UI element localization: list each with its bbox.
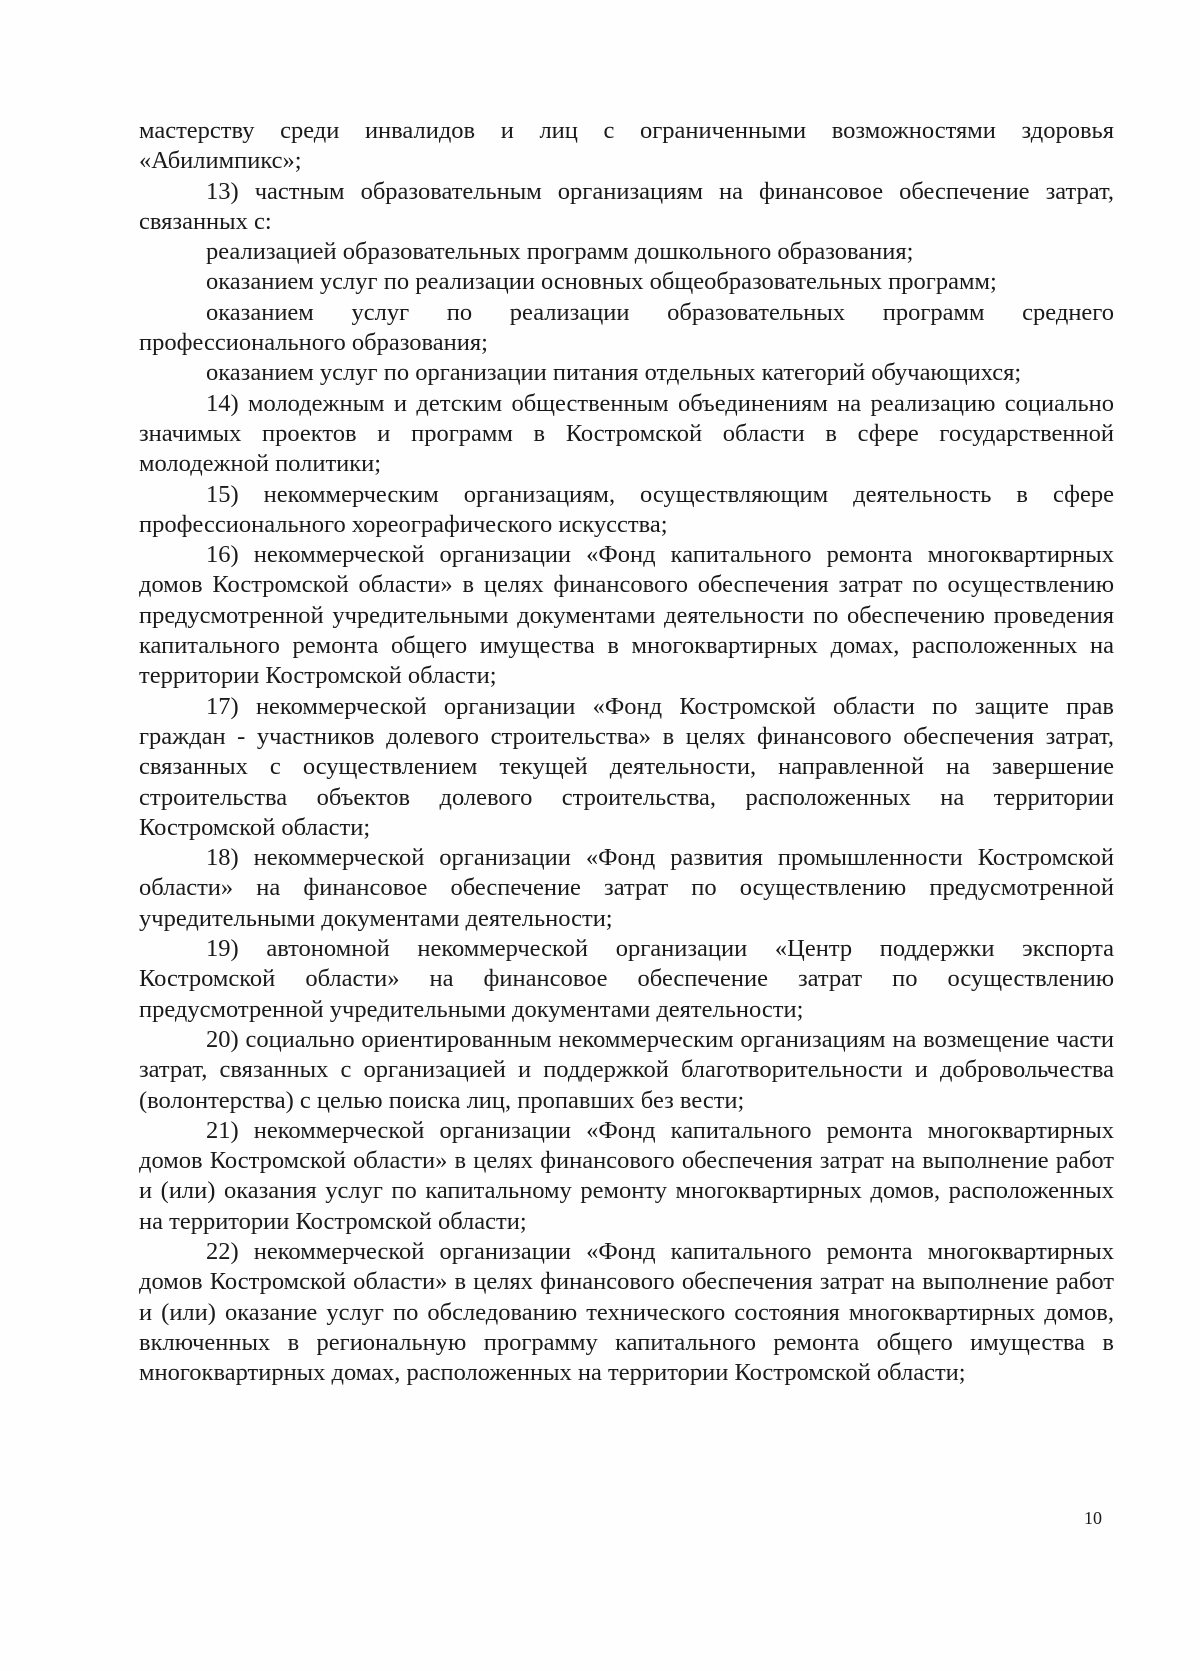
paragraph-sub-preschool: реализацией образовательных программ дошкольного образования; [206, 238, 914, 266]
paragraph-item-14: 14) молодежным и детским общественным объединениям на реализацию социально значимых проектов и программ в Костромской области в сфере государственной молодежной политики; [139, 389, 1114, 478]
paragraph-item-22: 22) некоммерческой организации «Фонд капитального ремонта многоквартирных домов Костромской области» в целях финансового обеспечения затрат на выполнение работ и (или) оказание услуг по обследованию технического состояния многоквартирных домов, включенных в региональную программу капитального ремонта общего имущества в многоквартирных домах, расположенных на территории Костромской области; [139, 1237, 1114, 1387]
paragraph-item-21: 21) некоммерческой организации «Фонд капитального ремонта многоквартирных домов Костромской области» в целях финансового обеспечения затрат на выполнение работ и (или) оказания услуг по капитальному ремонту многоквартирных домов, расположенных на территории Костромской области; [139, 1116, 1114, 1235]
paragraph-sub-catering: оказанием услуг по организации питания отдельных категорий обучающихся; [206, 359, 1022, 387]
paragraph-item-20: 20) социально ориентированным некоммерческим организациям на возмещение части затрат, связанных с организацией и поддержкой благотворительности и добровольчества (волонтерства) с целью поиска лиц, пропавших без вести; [139, 1025, 1114, 1114]
paragraph-sub-general-education: оказанием услуг по реализации основных общеобразовательных программ; [206, 268, 997, 296]
paragraph-item-13: 13) частным образовательным организациям на финансовое обеспечение затрат, связанных с: [139, 177, 1114, 235]
paragraph-item-15: 15) некоммерческим организациям, осуществляющим деятельность в сфере профессионального хореографического искусства; [139, 480, 1114, 538]
paragraph-sub-vocational: оказанием услуг по реализации образовательных программ среднего профессионального образования; [139, 298, 1114, 357]
paragraph-continuation: мастерству среди инвалидов и лиц с ограниченными возможностями здоровья «Абилимпикс»; [139, 117, 1114, 175]
page-number: 10 [1084, 1508, 1102, 1528]
paragraph-item-16: 16) некоммерческой организации «Фонд капитального ремонта многоквартирных домов Костромской области» в целях финансового обеспечения затрат по осуществлению предусмотренной учредительными документами деятельности по обеспечению проведения капитального ремонта общего имущества в многоквартирных домах, расположенных на территории Костромской области; [139, 541, 1114, 690]
paragraph-item-17: 17) некоммерческой организации «Фонд Костромской области по защите прав граждан - участников долевого строительства» в целях финансового обеспечения затрат, связанных с осуществлением текущей деятельности, направленной на завершение строительства объектов долевого строительства, расположенных на территории Костромской области; [139, 692, 1114, 841]
paragraph-item-19: 19) автономной некоммерческой организации «Центр поддержки экспорта Костромской области» на финансовое обеспечение затрат по осуществлению предусмотренной учредительными документами деятельности; [139, 935, 1114, 1023]
document-body [139, 116, 1114, 1388]
paragraph-item-18: 18) некоммерческой организации «Фонд развития промышленности Костромской области» на финансовое обеспечение затрат по осуществлению предусмотренной учредительными документами деятельности; [139, 844, 1114, 932]
